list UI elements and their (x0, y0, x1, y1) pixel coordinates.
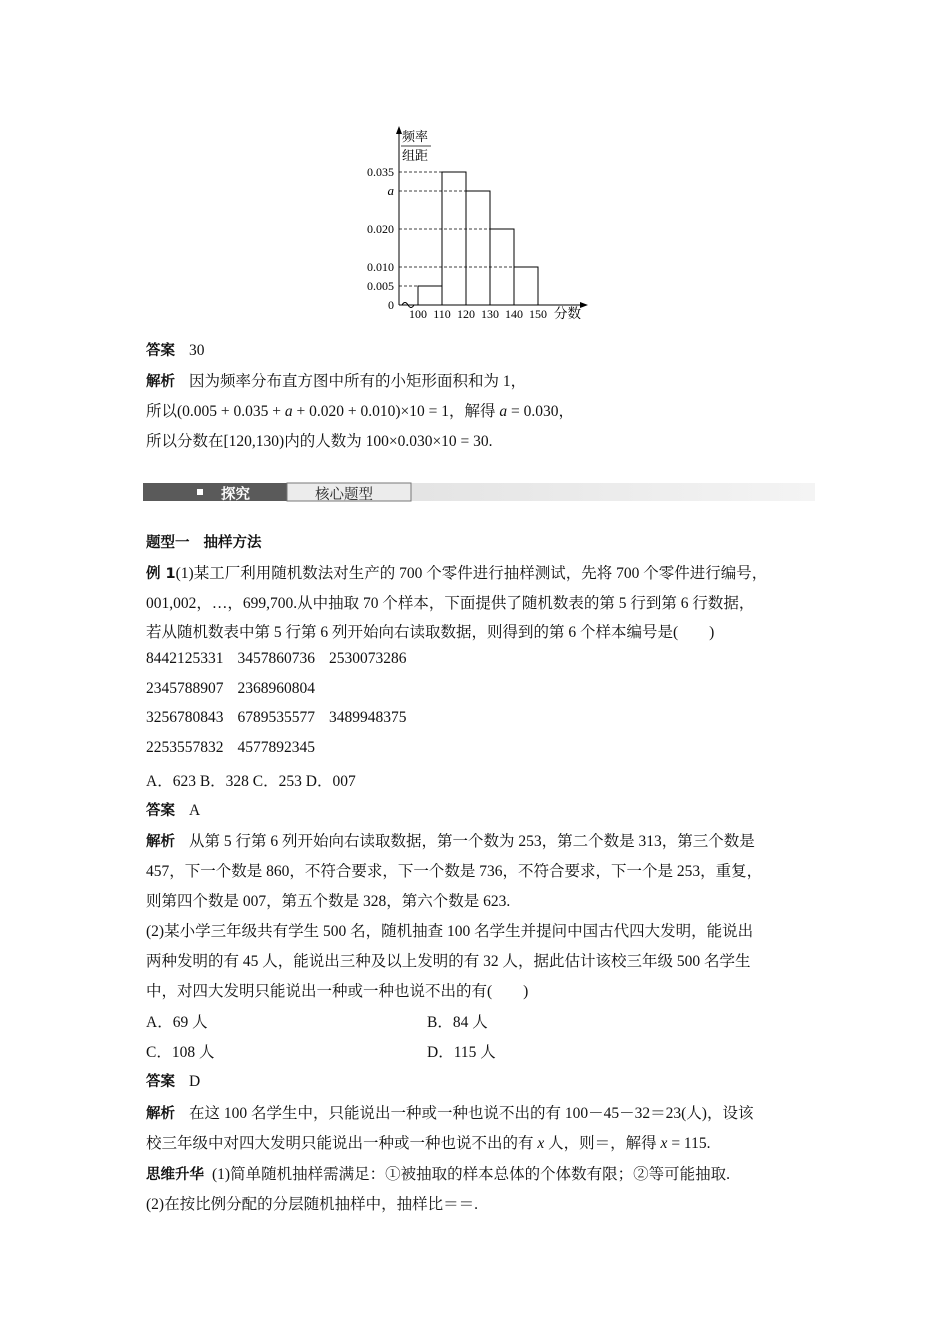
y-tick-label: 0.010 (367, 260, 394, 274)
random-number: 2530073286 (329, 650, 407, 667)
analysis-1-text-1: 因为频率分布直方图中所有的小矩形面积和为 1， (189, 373, 527, 390)
random-number: 4577892345 (237, 739, 315, 756)
option-c: C．108 人 (146, 1044, 215, 1061)
answer-1 (146, 339, 205, 360)
random-number: 2345788907 (146, 680, 224, 697)
answer-2 (146, 799, 200, 820)
analysis-2-text-1: 从第 5 行第 6 列开始向右读取数据，第一个数为 253，第二个数是 313，第三个数是 (189, 833, 755, 850)
section-title: 核心题型 (315, 487, 373, 503)
var-a: a (284, 403, 293, 420)
x-tick-label: 150 (529, 307, 547, 321)
x-tick-label: 120 (457, 307, 475, 321)
analysis-1-line-2 (146, 399, 574, 421)
analysis-2-line-1 (146, 829, 755, 851)
summary-label: 思维升华 (146, 1167, 204, 1183)
summary-line-2: (2)在按比例分配的分层随机抽样中，抽样比＝＝. (146, 1196, 478, 1213)
example-1b-line-1: (2)某小学三年级共有学生 500 名，随机抽查 100 名学生并提问中国古代四大发明，能说出 (146, 923, 754, 940)
example-1-label: 例 1 (146, 566, 176, 582)
analysis-1-label: 解析 (146, 374, 175, 390)
x-axis-label: 分数 (554, 306, 581, 321)
example-1b-line-2: 两种发明的有 45 人，能说出三种及以上发明的有 32 人，据此估计该校三年级 500 名学生 (146, 953, 751, 970)
answer-3-value: D (189, 1073, 201, 1090)
random-number: 3256780843 (146, 709, 224, 726)
analysis-3-line-1 (146, 1101, 753, 1123)
random-number: 8442125331 (146, 650, 224, 667)
analysis-2-line-3: 则第四个数是 007，第五个数是 328，第六个数是 623. (146, 893, 511, 910)
random-number: 2253557832 (146, 739, 224, 756)
analysis-3-line-2 (146, 1131, 710, 1153)
type-1-heading (146, 531, 262, 552)
x-tick-label: 140 (505, 307, 523, 321)
section-tag: 探究 (221, 487, 250, 503)
analysis-3-text-1: 在这 100 名学生中，只能说出一种或一种也说不出的有 100－45－32＝23(人)，设该 (189, 1105, 754, 1122)
analysis-1-text-2b: + 0.020 + 0.010)×10 = 1，解得 (292, 403, 500, 420)
y-tick-label: 0.005 (367, 279, 394, 293)
x-axis-arrow (580, 302, 588, 308)
analysis-3-text-2a: 校三年级中对四大发明只能说出一种或一种也说不出的有 (146, 1135, 538, 1152)
answer-1-value: 30 (189, 342, 205, 359)
summary-text-1: (1)简单随机抽样需满足：①被抽取的样本总体的个体数有限；②等可能抽取. (212, 1166, 730, 1183)
random-number: 2368960804 (237, 680, 315, 697)
option-a: A．69 人 (146, 1014, 208, 1031)
var-a-2: a (499, 403, 508, 420)
random-number: 6789535577 (237, 709, 315, 726)
x-tick-label: 130 (481, 307, 499, 321)
y-label-bottom: 组距 (402, 148, 429, 163)
option-b: B．84 人 (427, 1014, 488, 1031)
histogram-bar (466, 191, 490, 305)
summary-line-1 (146, 1162, 730, 1184)
analysis-3-text-2c: = 115. (667, 1135, 711, 1152)
analysis-3-text-2b: 人，则＝，解得 (544, 1135, 661, 1152)
random-number: 3489948375 (329, 709, 407, 726)
random-table-row-2 (146, 680, 315, 698)
random-table-row-3 (146, 709, 407, 727)
example-1-line-1 (146, 561, 767, 583)
section-band (143, 481, 815, 503)
example-1-text-1: (1)某工厂利用随机数法对生产的 700 个零件进行抽样测试，先将 700 个零件进行编号， (175, 565, 768, 582)
x-tick-label: 100 (409, 307, 427, 321)
histogram-bar (442, 172, 466, 305)
histogram-bar (514, 267, 538, 305)
analysis-2-label: 解析 (146, 834, 175, 850)
var-x-2: x (660, 1135, 668, 1152)
y-tick-label: 0.035 (367, 165, 394, 179)
answer-3-label: 答案 (146, 1074, 175, 1090)
analysis-1-text-2c: = 0.030， (507, 403, 575, 420)
answer-2-value: A (189, 802, 201, 819)
histogram-bar (418, 286, 442, 305)
answer-3 (146, 1070, 200, 1091)
y-label-top: 频率 (402, 129, 429, 144)
random-table-row-4 (146, 739, 315, 757)
option-d: D．115 人 (427, 1044, 496, 1061)
frequency-histogram (340, 118, 610, 328)
var-x: x (537, 1135, 545, 1152)
analysis-2-line-2: 457，下一个数是 860，不符合要求，下一个数是 736，不符合要求，下一个是 253，重复， (146, 863, 763, 880)
type-1-label: 题型一 (146, 535, 190, 551)
answer-1-label: 答案 (146, 343, 175, 359)
answer-2-label: 答案 (146, 803, 175, 819)
example-1b-line-3: 中，对四大发明只能说出一种或一种也说不出的有( ) (146, 983, 529, 1000)
analysis-1-text-2a: 所以(0.005 + 0.035 + (146, 403, 285, 420)
analysis-1-line-1 (146, 369, 526, 391)
y-tick-label: 0 (388, 298, 394, 312)
y-tick-label: 0.020 (367, 222, 394, 236)
y-tick-label: a (387, 183, 394, 198)
analysis-1-line-3: 所以分数在[120,130)内的人数为 100×0.030×10 = 30. (146, 433, 493, 450)
example-1-line-2: 001,002，…，699,700.从中抽取 70 个样本，下面提供了随机数表的第 5 行到第 6 行数据， (146, 595, 755, 612)
random-number: 3457860736 (237, 650, 315, 667)
x-tick-label: 110 (433, 307, 451, 321)
analysis-3-label: 解析 (146, 1106, 175, 1122)
random-table-row-1 (146, 650, 407, 668)
example-1-line-3: 若从随机数表中第 5 行第 6 列开始向右读取数据，则得到的第 6 个样本编号是( ) (146, 624, 715, 641)
type-1-title: 抽样方法 (203, 535, 262, 551)
example-1-options: A．623 B．328 C．253 D．007 (146, 773, 356, 790)
